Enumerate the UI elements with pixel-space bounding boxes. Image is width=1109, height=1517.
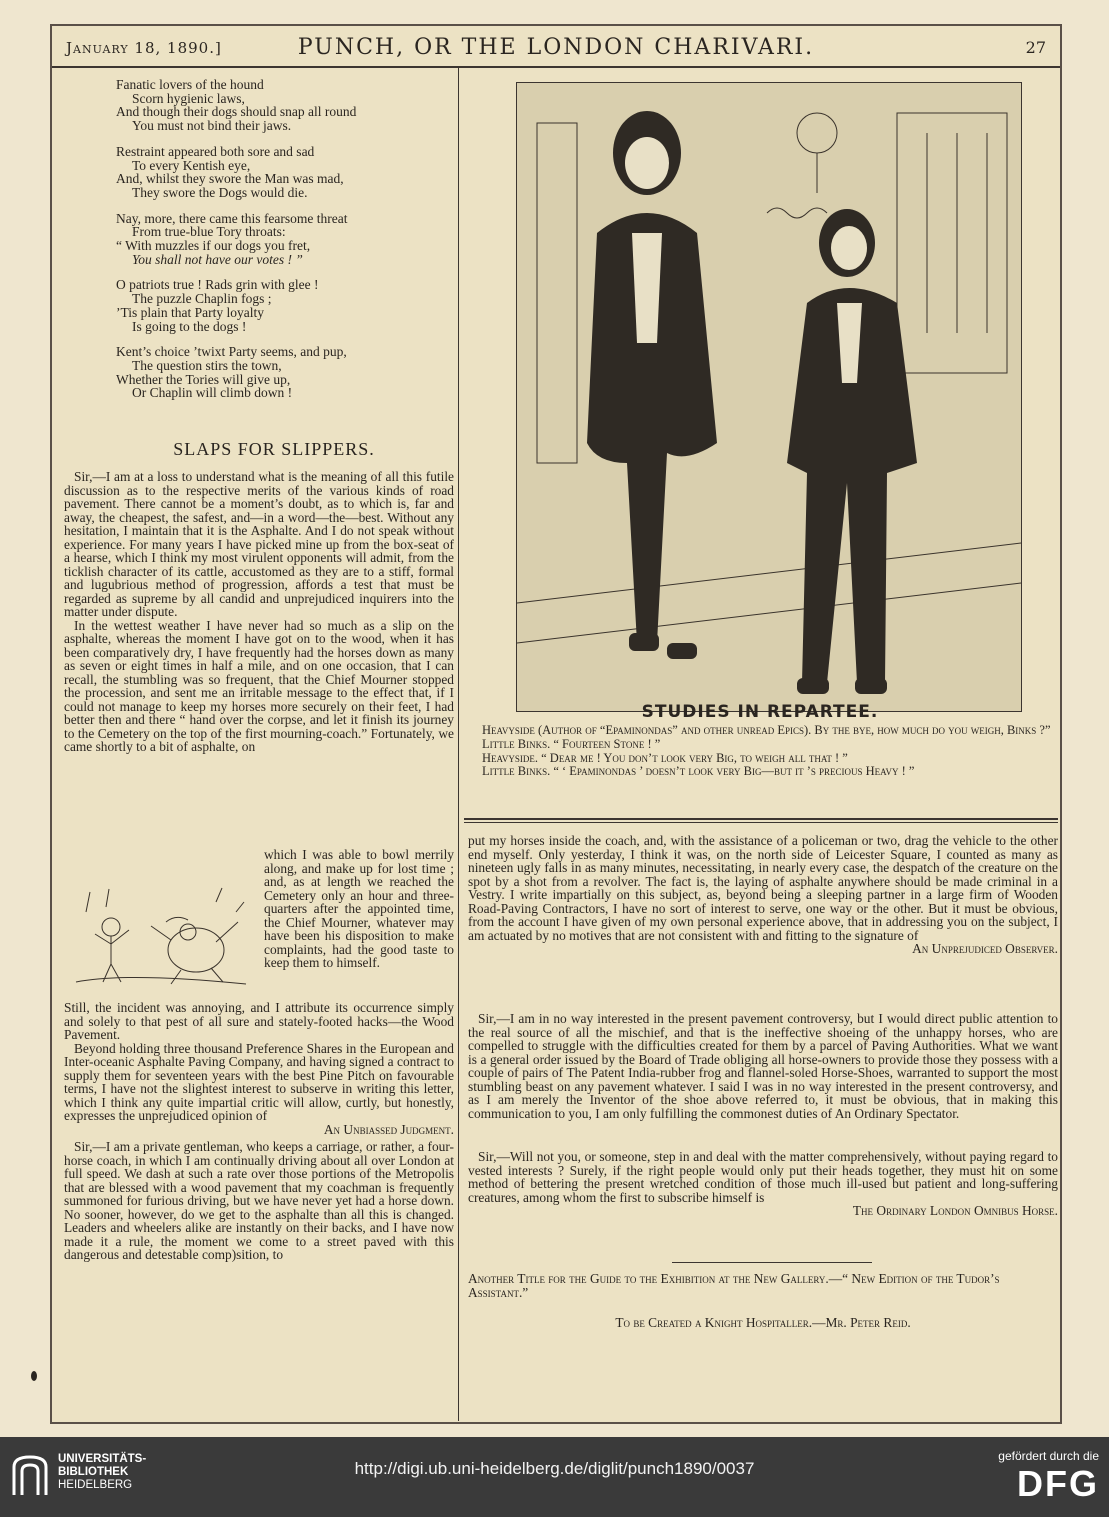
- poem-line: To every Kentish eye,: [132, 157, 251, 173]
- binding-hole-mark: [31, 1371, 37, 1381]
- poem-line: And, whilst they swore the Man was mad,: [116, 171, 344, 187]
- poem-line: ’Tis plain that Party loyalty: [116, 304, 264, 320]
- poem-line: “ With muzzles if our dogs you fret,: [116, 238, 311, 254]
- caption-line: Heavyside. “ Dear me ! You don’t look very Big, to weigh all that ! ”: [482, 750, 848, 765]
- poem-stanza: [116, 345, 446, 400]
- magazine-page: [50, 24, 1062, 1424]
- letter-paragraph: which I was able to bowl merrily along, and make up for lost time ; and, as at length we reached the Cemetery only an hour and three-quarters after the appointed time, the Chief Mourner, whatever may have been his disposition to make complaints, had the good taste to keep them to himself.: [264, 847, 454, 970]
- poem-stanza: [116, 78, 446, 133]
- letter-paragraph: Beyond holding three thousand Preference Shares in the European and Inter-oceanic Asphalte Paving Company, and having signed a contract to supply them for seventeen years with the best Pine Pitch on favourable terms, I have not the slightest interest to subserve in writing this letter, which I think any quite impartial critic will allow, curtly, but honestly, expresses the unprejudiced opinion of: [64, 1040, 454, 1123]
- funding-label: gefördert durch die: [998, 1449, 1099, 1463]
- poem-line: Is going to the dogs !: [132, 318, 247, 334]
- poem-line: Or Chaplin will climb down !: [132, 385, 293, 401]
- section-title: SLAPS FOR SLIPPERS.: [173, 439, 375, 459]
- caption-line: Little Binks. “ Fourteen Stone ! ”: [482, 736, 661, 751]
- hearse-vignette-illustration: [66, 872, 256, 998]
- letter-paragraph: put my horses inside the coach, and, with the assistance of a policeman or two, drag the vehicle to the other end myself. Only yesterday, I think it was, on the north side of Leicester Square, I counted as many as nineteen ugly falls in as many minutes, necessitating, in nearly every case, the despatch of the creature on the spot by a shot from a revolver. The fact is, the laying of asphalte anywhere should be made criminal in a Vestry. I write impartially on this subject, as, beyond being a sleeping partner in a large firm of Wooden Road-Paving Contractors, I have no sort of interest to serve, one way or the other. But it must be obvious, from the account I have given of my own personal experience above, that in addressing you on the subject, I am actuated by no motives that are not consistent with and fitting to the signature of: [468, 833, 1058, 943]
- poem-line: Restraint appeared both sore and sad: [116, 143, 315, 159]
- poem-line: O patriots true ! Rads grin with glee !: [116, 277, 319, 293]
- poem-line: The question stirs the town,: [132, 357, 282, 373]
- poem-line: The puzzle Chaplin fogs ;: [132, 291, 272, 307]
- letter-continued: [64, 1001, 454, 1262]
- issue-date: January 18, 1890.]: [66, 39, 222, 57]
- poem: [116, 78, 446, 412]
- viewer-footer: [0, 1437, 1109, 1517]
- cartoon-title: STUDIES IN REPARTEE.: [641, 702, 879, 722]
- letter-signature: An Unprejudiced Observer.: [912, 941, 1058, 956]
- letter-horse-shoes: [468, 1012, 1058, 1120]
- letter-paragraph: Sir,—Will not you, or someone, step in and deal with the matter comprehensively, without paying regard to vested interests ? Surely, if the right people would only put their heads together, they must hit on some method of bettering the present wretched condition of those much ill-used but patient and long-suffering creatures, among whom the first to subscribe himself is: [468, 1149, 1058, 1205]
- magazine-title: PUNCH, OR THE LONDON CHARIVARI.: [297, 35, 815, 60]
- letter-signature: An Unbiassed Judgment.: [323, 1121, 454, 1137]
- page-number: 27: [1025, 38, 1046, 57]
- uni-name-line: HEIDELBERG: [58, 1479, 133, 1491]
- letter-continued-beside-vignette: [264, 848, 454, 970]
- letter-paragraph: Sir,—I am at a loss to understand what is the meaning of all this futile discussion as to the respective merits of the various kinds of road pavement. There cannot be a moment’s doubt, as to which is, far and away, the cheapest, the safest, and—in a word—the—best. Without any hesitation, I maintain that it is the Asphalte. And I do not speak without experience. For many years I have picked mine up from the box-seat of a hearse, which I think my most virulent opponents will admit, from the ticklish character of its cattle, accustomed as they are to a stiff, formal and lugubrious method of progression, affords a test that must be regarded as supreme by all candid and unprejudiced inquirers into the matter under dispute.: [64, 469, 454, 619]
- letter-signature: The Ordinary London Omnibus Horse.: [852, 1203, 1058, 1218]
- poem-line: Scorn hygienic laws,: [132, 90, 245, 106]
- poem-line: From true-blue Tory throats:: [132, 224, 286, 240]
- caption-line: Heavyside (Author of “Epaminondas” and other unread Epics). By the bye, how much do you weigh, Binks ?”: [482, 723, 1051, 737]
- cartoon-caption: [468, 724, 1052, 779]
- poem-line: Nay, more, there came this fearsome threat: [116, 210, 348, 226]
- letter-paragraph: In the wettest weather I have never had so much as a slip on the asphalte, whereas the moment I have got on to the wood, when it has been comparatively dry, I have frequently had the horses down as many as seven or eight times in half a mile, and on one occasion, that I can recall, the stumbling was so frequent, that the Chief Mourner stopped the procession, and sent me an irritable message to the effect that, if I could not manage to keep my horses more securely on their feet, I had better then and there “ hand over the corpse, and let it finish its journey to the Cemetery on the top of the first mourning-coach.” Fortunately, we came shortly to a bit of asphalte, on: [64, 617, 454, 754]
- note-text: To be Created a Knight Hospitaller.—Mr. Peter Reid.: [615, 1315, 911, 1330]
- note-another-title: [468, 1272, 1058, 1300]
- uni-name-line: BIBLIOTHEK: [58, 1466, 129, 1478]
- letter-paragraph: Sir,—I am in no way interested in the present pavement controversy, but I would direct public attention to the real source of all the mischief, and that is the ineffective shoeing of the unhappy horses, who are compelled to struggle with the difficulties created for them by a parcel of Paving Authorities. What we want is a general order issued by the Board of Trade obliging all horse-owners to provide those they possess with a couple of pairs of The Patent India-rubber frog and flannel-soled Horse-Shoes, warranted to support the most stumbling beast on any pavement whatever. I said I was in no way interested in the present controversy, and as I am merely the Inventor of the shoe above referred to, it must be obvious, that in making this communication to you, I am only fulfilling the commonest duties of An Ordinary Spectator.: [468, 1011, 1058, 1121]
- poem-line: You shall not have our votes ! ”: [132, 251, 303, 267]
- letter-omnibus-horse: [468, 1150, 1058, 1218]
- poem-line: Whether the Tories will give up,: [116, 371, 291, 387]
- letter-asphalte: [64, 470, 454, 754]
- poem-line: You must not bind their jaws.: [132, 118, 292, 134]
- uni-name-line: UNIVERSITÄTS-: [58, 1453, 147, 1465]
- cartoon-illustration: [516, 82, 1022, 712]
- poem-line: And though their dogs should snap all round: [116, 104, 357, 120]
- note-knight-hospitaller: [468, 1316, 1058, 1330]
- poem-stanza: [116, 145, 446, 200]
- section-rule: [464, 822, 1058, 823]
- column-divider: [458, 66, 459, 1421]
- poem-stanza: [116, 212, 446, 267]
- caption-line: Little Binks. “ ‘ Epaminondas ’ doesn’t look very Big—but it ’s precious Heavy ! ”: [482, 764, 915, 779]
- dfg-logo: DFG: [1017, 1463, 1099, 1504]
- poem-line: They swore the Dogs would die.: [132, 184, 308, 200]
- poem-line: Kent’s choice ’twixt Party seems, and pup,: [116, 344, 347, 360]
- note-text: Another Title for the Guide to the Exhibition at the New Gallery.—“ New Edition of the Tudor’s Assistant.”: [468, 1271, 1000, 1300]
- page-url-link[interactable]: http://digi.ub.uni-heidelberg.de/diglit/punch1890/0037: [354, 1459, 755, 1478]
- divider-rule: [672, 1262, 872, 1263]
- page-header: [52, 26, 1060, 68]
- letter-paragraph: Sir,—I am a private gentleman, who keeps a carriage, or rather, a four-horse coach, in which I am continually driving about all over London at full speed. We dash at such a rate over those portions of the Metropolis that are blessed with a wood pavement that my coachman is frequently summoned for furious driving, but we have never yet had a horse down. No sooner, however, do we get to the asphalte than all this is changed. Leaders and wheelers alike are instantly on their backs, and I have now made it a rule, the moment we come to a street paved with this dangerous and detestable comp)sition, to: [64, 1139, 454, 1262]
- poem-stanza: [116, 278, 446, 333]
- poem-line: Fanatic lovers of the hound: [116, 77, 264, 92]
- letter-paragraph: Still, the incident was annoying, and I attribute its occurrence simply and solely to that pest of all sure and stately-footed hacks—the Wood Pavement.: [64, 1000, 454, 1042]
- section-rule: [464, 818, 1058, 820]
- letter-continued-right: [468, 834, 1058, 956]
